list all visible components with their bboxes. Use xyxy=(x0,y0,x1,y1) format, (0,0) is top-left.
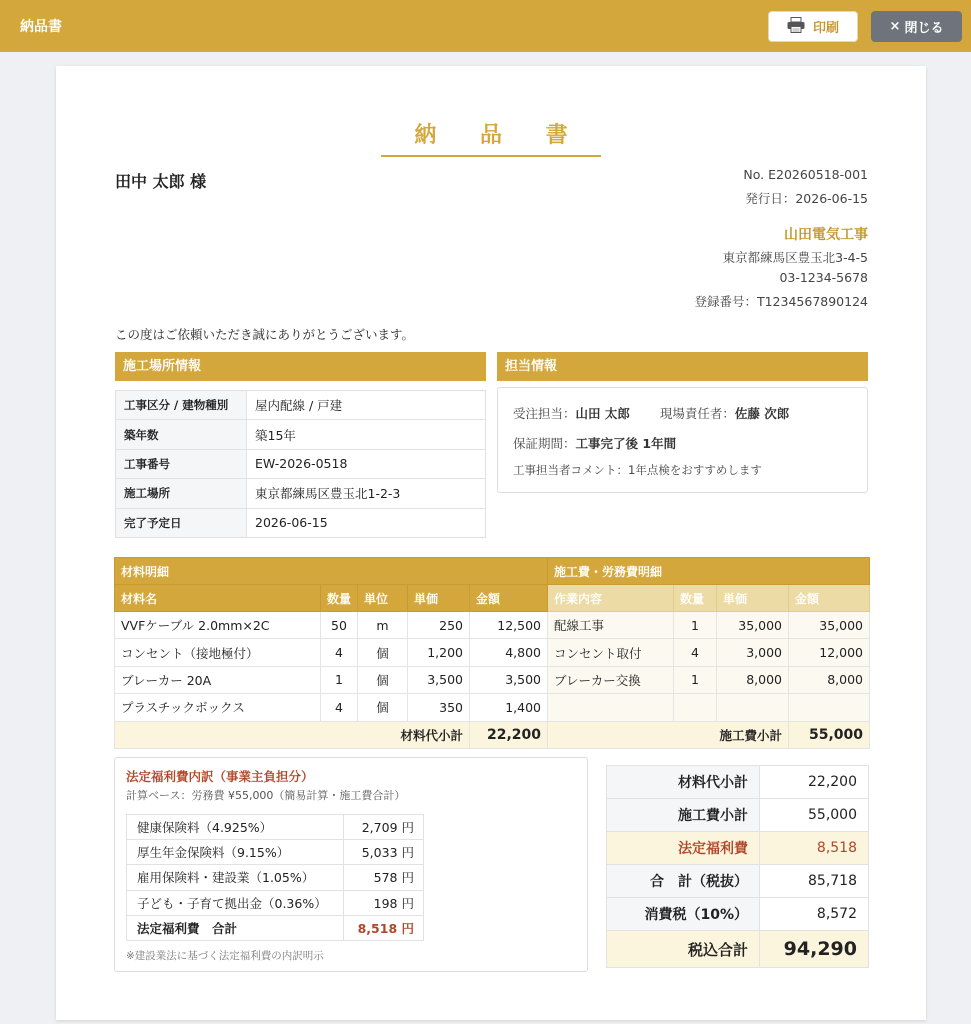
summary-value: 8,572 xyxy=(760,898,869,931)
table-row xyxy=(116,479,486,508)
labor-price: 3,000 xyxy=(717,639,789,666)
summary-value: 85,718 xyxy=(760,865,869,898)
welfare-title: 法定福利費内訳（事業主負担分） xyxy=(126,769,314,784)
grand-total-value: 94,290 xyxy=(760,931,869,968)
material-price: 350 xyxy=(408,694,470,721)
column-header: 単価 xyxy=(408,585,470,612)
welfare-basis: 計算ベース：労務費 ¥55,000（簡易計算・施工費合計） xyxy=(126,789,406,802)
row-label: 築年数 xyxy=(116,420,247,449)
material-name: プラスチックボックス xyxy=(115,694,321,721)
material-amount: 4,800 xyxy=(470,639,548,666)
summary-label: 材料代小計 xyxy=(607,766,760,799)
summary-value: 55,000 xyxy=(760,799,869,832)
site-info-header: 施工場所情報 xyxy=(115,352,486,381)
material-qty: 4 xyxy=(321,694,358,721)
column-header: 数量 xyxy=(674,585,717,612)
site-info-table xyxy=(115,390,486,538)
welfare-item-value: 578 円 xyxy=(344,865,424,890)
labor-empty-cell xyxy=(548,694,674,721)
document-page xyxy=(56,66,926,1020)
column-header-row xyxy=(115,585,870,612)
labor-price: 35,000 xyxy=(717,612,789,639)
table-row xyxy=(115,612,870,639)
welfare-item-label: 厚生年金保険料（9.15%） xyxy=(127,840,344,865)
labor-amount: 35,000 xyxy=(789,612,870,639)
table-row xyxy=(127,890,424,915)
summary-value: 8,518 xyxy=(760,832,869,865)
column-header: 材料名 xyxy=(115,585,321,612)
material-qty: 50 xyxy=(321,612,358,639)
summary-row xyxy=(607,898,869,931)
welfare-table xyxy=(126,814,424,941)
close-button[interactable] xyxy=(871,11,962,42)
row-label: 工事番号 xyxy=(116,449,247,478)
labor-subtotal-label: 施工費小計 xyxy=(548,721,789,748)
header-bar xyxy=(0,0,971,52)
material-qty: 4 xyxy=(321,639,358,666)
staff-comment: 工事担当者コメント：1年点検をおすすめします xyxy=(513,463,762,477)
labor-subtotal: 55,000 xyxy=(789,721,870,748)
staff-line xyxy=(513,404,789,422)
close-icon: × xyxy=(889,19,901,34)
summary-row xyxy=(607,766,869,799)
reception-label: 受注担当： xyxy=(513,406,576,421)
table-row xyxy=(127,840,424,865)
reception-staff: 山田 太郎 xyxy=(575,406,630,421)
section-header-row xyxy=(115,558,870,585)
table-row xyxy=(115,666,870,693)
summary-label: 合 計（税抜） xyxy=(607,865,760,898)
column-header: 数量 xyxy=(321,585,358,612)
row-label: 完了予定日 xyxy=(116,508,247,537)
warranty-line xyxy=(513,434,676,452)
column-header: 金額 xyxy=(789,585,870,612)
welfare-item-label: 子ども・子育て拠出金（0.36%） xyxy=(127,890,344,915)
customer-name: 田中 太郎 様 xyxy=(115,172,207,191)
welfare-total-row xyxy=(127,915,424,940)
material-name: ブレーカー 20A xyxy=(115,666,321,693)
labor-empty-cell xyxy=(789,694,870,721)
table-row xyxy=(127,865,424,890)
subtotal-row xyxy=(115,721,870,748)
column-header: 作業内容 xyxy=(548,585,674,612)
row-value: 築15年 xyxy=(247,420,486,449)
welfare-breakdown-box xyxy=(114,757,588,972)
labor-name: コンセント取付 xyxy=(548,639,674,666)
labor-amount: 8,000 xyxy=(789,666,870,693)
registration-number: 登録番号：T1234567890124 xyxy=(694,294,868,309)
materials-header: 材料明細 xyxy=(115,558,548,585)
document-number: No. E20260518-001 xyxy=(743,167,868,182)
manager-label: 現場責任者： xyxy=(659,406,735,421)
material-price: 1,200 xyxy=(408,639,470,666)
print-label: 印刷 xyxy=(812,21,839,36)
welfare-item-label: 健康保険料（4.925%） xyxy=(127,815,344,840)
materials-subtotal-label: 材料代小計 xyxy=(115,721,470,748)
material-qty: 1 xyxy=(321,666,358,693)
welfare-total-value: 8,518 円 xyxy=(344,915,424,940)
material-price: 250 xyxy=(408,612,470,639)
welfare-item-value: 198 円 xyxy=(344,890,424,915)
material-amount: 1,400 xyxy=(470,694,548,721)
summary-label: 法定福利費 xyxy=(607,832,760,865)
labor-price: 8,000 xyxy=(717,666,789,693)
materials-subtotal: 22,200 xyxy=(470,721,548,748)
material-name: VVFケーブル 2.0mm×2C xyxy=(115,612,321,639)
welfare-item-value: 2,709 円 xyxy=(344,815,424,840)
table-row xyxy=(116,391,486,420)
table-row xyxy=(127,815,424,840)
site-manager: 佐藤 次郎 xyxy=(734,406,790,421)
row-label: 工事区分 / 建物種別 xyxy=(116,391,247,420)
grand-total-label: 税込合計 xyxy=(607,931,760,968)
window-title: 納品書 xyxy=(20,19,62,35)
row-value: 東京都練馬区豊玉北1-2-3 xyxy=(247,479,486,508)
material-amount: 12,500 xyxy=(470,612,548,639)
summary-value: 22,200 xyxy=(760,766,869,799)
staff-info-box xyxy=(497,387,868,493)
row-value: 屋内配線 / 戸建 xyxy=(247,391,486,420)
summary-row xyxy=(607,865,869,898)
close-label: 閉じる xyxy=(904,21,944,36)
column-header: 金額 xyxy=(470,585,548,612)
material-name: コンセント（接地極付） xyxy=(115,639,321,666)
material-unit: m xyxy=(358,612,408,639)
summary-row xyxy=(607,799,869,832)
print-button[interactable] xyxy=(768,11,858,42)
material-unit: 個 xyxy=(358,694,408,721)
company-address: 東京都練馬区豊玉北3-4-5 xyxy=(722,250,868,265)
table-row xyxy=(115,639,870,666)
warranty-label: 保証期間： xyxy=(513,436,576,451)
welfare-note: ※建設業法に基づく法定福利費の内訳明示 xyxy=(126,950,324,962)
labor-amount: 12,000 xyxy=(789,639,870,666)
material-unit: 個 xyxy=(358,639,408,666)
row-value: EW-2026-0518 xyxy=(247,449,486,478)
labor-name: 配線工事 xyxy=(548,612,674,639)
summary-label: 施工費小計 xyxy=(607,799,760,832)
thanks-message: この度はご依頼いただき誠にありがとうございます。 xyxy=(115,327,415,342)
company-phone: 03-1234-5678 xyxy=(779,270,868,285)
summary-row xyxy=(607,832,869,865)
title-underline xyxy=(381,155,601,157)
material-unit: 個 xyxy=(358,666,408,693)
labor-qty: 1 xyxy=(674,666,717,693)
labor-empty-cell xyxy=(717,694,789,721)
table-row xyxy=(115,694,870,721)
row-label: 施工場所 xyxy=(116,479,247,508)
column-header: 単価 xyxy=(717,585,789,612)
table-row xyxy=(116,420,486,449)
printer-icon xyxy=(787,17,805,37)
detail-table xyxy=(114,557,870,749)
labor-empty-cell xyxy=(674,694,717,721)
welfare-item-value: 5,033 円 xyxy=(344,840,424,865)
document-title: 納 品 書 xyxy=(414,123,586,148)
welfare-item-label: 雇用保険料・建設業（1.05%） xyxy=(127,865,344,890)
labor-qty: 1 xyxy=(674,612,717,639)
labor-qty: 4 xyxy=(674,639,717,666)
row-value: 2026-06-15 xyxy=(247,508,486,537)
summary-table xyxy=(606,765,869,968)
welfare-total-label: 法定福利費 合計 xyxy=(127,915,344,940)
table-row xyxy=(116,508,486,537)
warranty-value: 工事完了後 1年間 xyxy=(575,436,677,451)
labor-name: ブレーカー交換 xyxy=(548,666,674,693)
column-header: 単位 xyxy=(358,585,408,612)
table-row xyxy=(116,449,486,478)
labor-header: 施工費・労務費明細 xyxy=(548,558,870,585)
summary-label: 消費税（10%） xyxy=(607,898,760,931)
issue-date: 発行日：2026-06-15 xyxy=(745,191,868,206)
staff-info-header: 担当情報 xyxy=(497,352,868,381)
material-price: 3,500 xyxy=(408,666,470,693)
grand-total-row xyxy=(607,931,869,968)
company-name: 山田電気工事 xyxy=(784,227,868,243)
material-amount: 3,500 xyxy=(470,666,548,693)
